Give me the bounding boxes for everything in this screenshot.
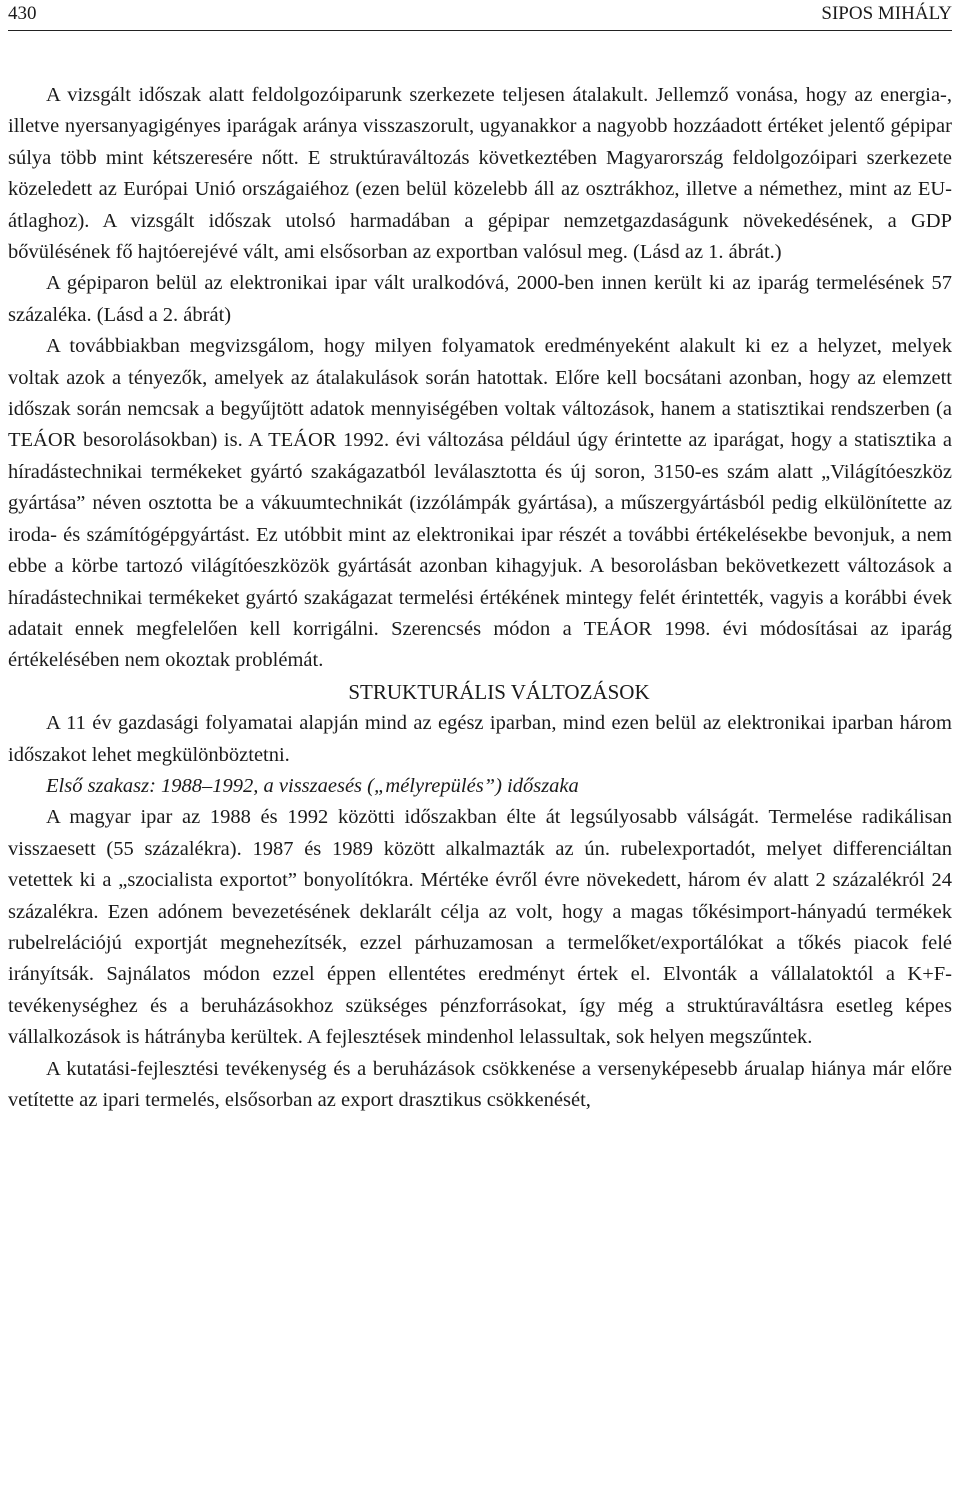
paragraph: A kutatási-fejlesztési tevékenység és a beruházások csökkenése a versenyképesebb árualap hiánya már előre vetítette az ipari termelés, elsősorban az export drasztikus csökkenését,: [8, 1057, 952, 1111]
paragraph: A vizsgált időszak alatt feldolgozóiparunk szerkezete teljesen átalakult. Jellemző vonása, hogy az energia-, illetve nyersanyagigényes iparágak aránya visszaszorult, ugyanakkor a nagyobb hozzáadott értéket jelentő gépipar súlya több mint kétszeresére nőtt. E struktúraváltozás következtében Magyarország feldolgozóipari szerkezete közeledett az Európai Unió országaiéhoz (ezen belül közelebb áll az osztrákhoz, illetve a némethez, mint az EU-átlaghoz). A vizsgált időszak utolsó harmadában a gépipar nemzetgazdaságunk növekedésének, a GDP bővülésének fő hajtóerejévé vált, ami elsősorban az exportban valósul meg. (Lásd az 1. ábrát.): [8, 84, 952, 264]
subsection-heading: Első szakasz: 1988–1992, a visszaesés („mélyrepülés”) időszaka: [46, 774, 579, 797]
paragraph: A 11 év gazdasági folyamatai alapján mind az egész iparban, mind ezen belül az elektronikai iparban három időszakot lehet megkülönböztetni.: [8, 712, 952, 766]
body-text: [8, 80, 952, 1116]
section-heading: STRUKTURÁLIS VÁLTOZÁSOK: [348, 679, 650, 704]
page-number: 430: [8, 3, 37, 24]
running-header: [8, 0, 952, 31]
paragraph: A továbbiakban megvizsgálom, hogy milyen folyamatok eredményeként alakult ki ez a helyzet, melyek voltak azok a tényezők, amelyek az átalakulások során hatottak. Előre kell bocsátani azonban, hogy az elemzett időszak során nemcsak a begyűjtött adatok mennyiségében voltak változások, hanem a statisztikai rendszerben (a TEÁOR besorolásokban) is. A TEÁOR 1992. évi változása például úgy érintette az iparágat, hogy a statisztika a híradástechnikai termékeket gyártó szakágazatból leválasztotta és új soron, 3150-es szám alatt „Világítóeszköz gyártása” néven osztotta be a vákuumtechnikát (izzólámpák gyártása), a műszergyártásból pedig elkülönítette az iroda- és számítógépgyártást. Ez utóbbit mint az elektronikai ipar részét a további értékelésekbe bevonjuk, a nem ebbe a körbe tartozó világítóeszközök gyártását azonban kihagyjuk. A besorolásban bekövetkezett változások a híradástechnikai termékeket gyártó szakágazat termelési értékének mintegy felét érintették, vagyis a korábbi évek adatait ennek megfelelően kell korrigálni. Szerencsés módon a TEÁOR 1998. évi módosításai az iparág értékelésében nem okoztak problémát.: [8, 335, 952, 672]
paragraph: A gépiparon belül az elektronikai ipar vált uralkodóvá, 2000-ben innen került ki az iparág termelésének 57 százaléka. (Lásd a 2. ábrát): [8, 272, 952, 326]
running-header-author: SIPOS MIHÁLY: [821, 3, 952, 24]
paragraph: A magyar ipar az 1988 és 1992 közötti időszakban élte át legsúlyosabb válságát. Termelése radikálisan visszaesett (55 százalékra). 1987 és 1989 között alkalmazták az ún. rubelexportadót, melyet differenciáltan vetettek ki a „szocialista exportot” bonyolítókra. Mértéke évről évre növekedett, három év alatt 2 százalékról 24 százalékra. Ezen adónem bevezetésének deklarált célja az volt, hogy a magas tőkésimport-hányadú termékek rubelrelációjú exportját megnehezítsék, ezzel párhuzamosan a termelőket/exportálókat a tőkés piacok felé irányítsák. Sajnálatos módon ezzel éppen ellentétes eredményt értek el. Elvonták a vállalatoktól a K+F-tevékenységhez és a beruházásokhoz szükséges pénzforrásokat, így még a struktúraváltásra esetleg képes vállalkozások is hátrányba kerültek. A fejlesztések mindenhol lelassultak, sok helyen megszűntek.: [8, 806, 952, 1049]
